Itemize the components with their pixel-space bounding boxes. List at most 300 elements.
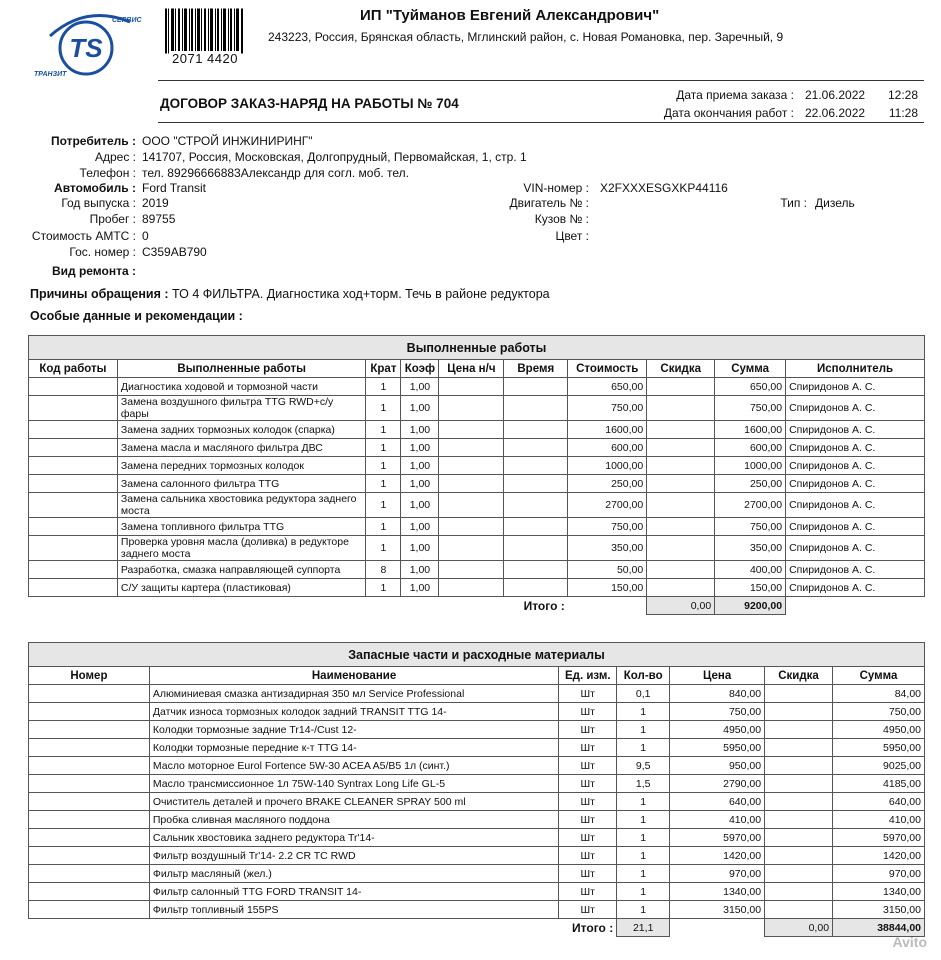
parts-row <box>29 685 925 703</box>
parts-row <box>29 739 925 757</box>
parts-cell-sum: 5970,00 <box>833 829 925 847</box>
works-row <box>29 378 925 396</box>
parts-cell-sum: 3150,00 <box>833 901 925 919</box>
works-row <box>29 439 925 457</box>
parts-cell-number <box>29 793 150 811</box>
works-cell-worker: Спиридонов А. С. <box>786 518 925 536</box>
parts-cell-qty: 1 <box>617 829 670 847</box>
works-cell-name: С/У защиты картера (пластиковая) <box>117 579 366 597</box>
special-label: Особые данные и рекомендации : <box>30 309 243 323</box>
works-cell-worker: Спиридонов А. С. <box>786 396 925 421</box>
parts-cell-price: 4950,00 <box>670 721 765 739</box>
works-cell-code <box>29 457 118 475</box>
address-label: Адрес : <box>94 150 136 164</box>
works-cell-sum: 2700,00 <box>715 493 786 518</box>
works-cell-time <box>504 518 568 536</box>
parts-cell-qty: 1 <box>617 721 670 739</box>
parts-cell-name: Алюминиевая смазка антизадирная 350 мл Service Professional <box>149 685 558 703</box>
works-cell-discount <box>647 421 715 439</box>
works-cell-time <box>504 493 568 518</box>
works-cell-discount <box>647 439 715 457</box>
cost: 0 <box>142 229 149 243</box>
works-cell-time <box>504 378 568 396</box>
parts-cell-name: Фильтр масляный (жел.) <box>149 865 558 883</box>
company-name: ИП "Туйманов Евгений Александрович" <box>360 7 660 24</box>
vin: X2FXXXESGXKP44116 <box>600 181 728 195</box>
works-cell-name: Замена воздушного фильтра TTG RWD+с/у фары <box>117 396 366 421</box>
phone: тел. 89296666883Александр для согл. моб. тел. <box>142 166 409 180</box>
works-col-name: Выполненные работы <box>117 360 366 378</box>
works-cell-sum: 250,00 <box>715 475 786 493</box>
parts-cell-number <box>29 829 150 847</box>
parts-cell-price: 950,00 <box>670 757 765 775</box>
works-cell-worker: Спиридонов А. С. <box>786 475 925 493</box>
works-cell-sum: 600,00 <box>715 439 786 457</box>
works-row <box>29 475 925 493</box>
avito-watermark: Avito <box>892 934 927 950</box>
barcode <box>163 6 245 56</box>
parts-cell-discount <box>765 703 833 721</box>
plate-label: Гос. номер : <box>69 245 136 259</box>
svg-text:СЕРВИС: СЕРВИС <box>112 17 142 24</box>
works-cell-krat: 1 <box>366 493 401 518</box>
parts-total-discount: 0,00 <box>765 919 833 937</box>
reasons-row <box>30 287 550 301</box>
works-cell-discount <box>647 457 715 475</box>
parts-total-label: Итого : <box>572 920 614 935</box>
parts-row <box>29 901 925 919</box>
color-label: Цвет : <box>555 229 589 243</box>
works-cell-time <box>504 561 568 579</box>
mileage: 89755 <box>142 212 176 226</box>
works-total-row <box>29 597 925 615</box>
works-cell-name: Замена задних тормозных колодок (спарка) <box>117 421 366 439</box>
works-col-koef: Коэф <box>401 360 439 378</box>
parts-cell-sum: 5950,00 <box>833 739 925 757</box>
parts-cell-discount <box>765 829 833 847</box>
works-cell-koef: 1,00 <box>401 439 439 457</box>
parts-cell-price: 5970,00 <box>670 829 765 847</box>
parts-row <box>29 883 925 901</box>
works-row <box>29 457 925 475</box>
works-cell-discount <box>647 396 715 421</box>
works-cell-code <box>29 536 118 561</box>
works-cell-name: Проверка уровня масла (доливка) в редукторе заднего моста <box>117 536 366 561</box>
parts-cell-discount <box>765 757 833 775</box>
works-col-discount: Скидка <box>647 360 715 378</box>
works-cell-discount <box>647 378 715 396</box>
works-total-label: Итого : <box>523 598 565 613</box>
parts-cell-price: 640,00 <box>670 793 765 811</box>
works-cell-code <box>29 561 118 579</box>
parts-row <box>29 757 925 775</box>
parts-cell-name: Масло моторное Eurol Fortence 5W-30 ACEA A5/B5 1л (синт.) <box>149 757 558 775</box>
works-cell-sum: 650,00 <box>715 378 786 396</box>
works-cell-koef: 1,00 <box>401 518 439 536</box>
works-cell-worker: Спиридонов А. С. <box>786 536 925 561</box>
works-cell-rate <box>439 475 504 493</box>
works-cell-koef: 1,00 <box>401 579 439 597</box>
works-row <box>29 396 925 421</box>
works-cell-name: Диагностика ходовой и тормозной части <box>117 378 366 396</box>
parts-cell-number <box>29 865 150 883</box>
parts-cell-unit: Шт <box>559 793 617 811</box>
consumer-label: Потребитель : <box>50 134 136 148</box>
parts-cell-price: 2790,00 <box>670 775 765 793</box>
parts-cell-number <box>29 721 150 739</box>
works-cell-cost: 600,00 <box>568 439 647 457</box>
works-cell-koef: 1,00 <box>401 493 439 518</box>
parts-cell-name: Фильтр салонный TTG FORD TRANSIT 14- <box>149 883 558 901</box>
works-cell-code <box>29 439 118 457</box>
body-label: Кузов № : <box>534 212 589 226</box>
works-cell-time <box>504 475 568 493</box>
parts-col-number: Номер <box>29 667 150 685</box>
parts-row <box>29 811 925 829</box>
works-cell-krat: 1 <box>366 421 401 439</box>
works-cell-cost: 150,00 <box>568 579 647 597</box>
parts-cell-sum: 750,00 <box>833 703 925 721</box>
parts-col-sum: Сумма <box>833 667 925 685</box>
works-cell-code <box>29 475 118 493</box>
works-cell-code <box>29 396 118 421</box>
works-col-worker: Исполнитель <box>786 360 925 378</box>
works-cell-name: Разработка, смазка направляющей суппорта <box>117 561 366 579</box>
works-col-time: Время <box>504 360 568 378</box>
works-cell-sum: 1000,00 <box>715 457 786 475</box>
works-cell-krat: 1 <box>366 378 401 396</box>
works-cell-sum: 1600,00 <box>715 421 786 439</box>
parts-cell-sum: 4950,00 <box>833 721 925 739</box>
works-cell-worker: Спиридонов А. С. <box>786 421 925 439</box>
contract-title: ДОГОВОР ЗАКАЗ-НАРЯД НА РАБОТЫ № 704 <box>160 96 459 111</box>
works-cell-worker: Спиридонов А. С. <box>786 493 925 518</box>
year: 2019 <box>142 196 169 210</box>
works-total-discount: 0,00 <box>647 597 715 615</box>
parts-cell-name: Фильтр топливный 155PS <box>149 901 558 919</box>
type-label: Тип : <box>780 196 807 210</box>
car-label: Автомобиль : <box>54 181 136 195</box>
works-cell-cost: 350,00 <box>568 536 647 561</box>
parts-cell-sum: 4185,00 <box>833 775 925 793</box>
works-section-title: Выполненные работы <box>29 336 925 360</box>
parts-cell-number <box>29 739 150 757</box>
works-row <box>29 493 925 518</box>
works-row <box>29 421 925 439</box>
parts-cell-unit: Шт <box>559 739 617 757</box>
works-cell-time <box>504 536 568 561</box>
parts-cell-unit: Шт <box>559 775 617 793</box>
parts-row <box>29 721 925 739</box>
date-finished: 22.06.2022 <box>805 106 866 120</box>
cost-label: Стоимость АМТС : <box>31 229 136 243</box>
parts-cell-discount <box>765 811 833 829</box>
parts-cell-qty: 0,1 <box>617 685 670 703</box>
reasons: ТО 4 ФИЛЬТРА. Диагностика ход+торм. Течь в районе редуктора <box>172 287 550 301</box>
works-total-sum: 9200,00 <box>715 597 786 615</box>
parts-cell-unit: Шт <box>559 703 617 721</box>
works-cell-krat: 1 <box>366 475 401 493</box>
parts-cell-unit: Шт <box>559 829 617 847</box>
works-cell-worker: Спиридонов А. С. <box>786 439 925 457</box>
works-col-rate: Цена н/ч <box>439 360 504 378</box>
parts-cell-sum: 9025,00 <box>833 757 925 775</box>
repair-type-label: Вид ремонта : <box>51 264 136 278</box>
parts-cell-sum: 84,00 <box>833 685 925 703</box>
vin-label: VIN-номер : <box>523 181 589 195</box>
parts-row <box>29 703 925 721</box>
works-cell-discount <box>647 536 715 561</box>
parts-cell-discount <box>765 883 833 901</box>
parts-cell-price: 970,00 <box>670 865 765 883</box>
parts-cell-price: 3150,00 <box>670 901 765 919</box>
works-cell-sum: 350,00 <box>715 536 786 561</box>
works-cell-discount <box>647 475 715 493</box>
time-received: 12:28 <box>887 88 918 102</box>
works-cell-code <box>29 421 118 439</box>
works-cell-cost: 1000,00 <box>568 457 647 475</box>
parts-cell-qty: 1 <box>617 847 670 865</box>
parts-total-qty: 21,1 <box>617 919 670 937</box>
works-cell-rate <box>439 421 504 439</box>
works-cell-koef: 1,00 <box>401 536 439 561</box>
parts-cell-qty: 1 <box>617 865 670 883</box>
parts-cell-name: Колодки тормозные задние Tr14-/Cust 12- <box>149 721 558 739</box>
works-cell-krat: 1 <box>366 457 401 475</box>
title-divider <box>158 122 924 123</box>
parts-cell-discount <box>765 721 833 739</box>
parts-cell-unit: Шт <box>559 865 617 883</box>
parts-cell-price: 1420,00 <box>670 847 765 865</box>
parts-cell-unit: Шт <box>559 847 617 865</box>
mileage-label: Пробег : <box>89 212 136 226</box>
works-cell-koef: 1,00 <box>401 457 439 475</box>
parts-cell-number <box>29 757 150 775</box>
barcode-number: 2071 4420 <box>172 51 238 66</box>
parts-cell-qty: 1 <box>617 883 670 901</box>
parts-cell-qty: 1 <box>617 901 670 919</box>
works-cell-discount <box>647 561 715 579</box>
parts-cell-discount <box>765 685 833 703</box>
works-col-cost: Стоимость <box>568 360 647 378</box>
parts-header-row <box>29 667 925 685</box>
works-cell-time <box>504 457 568 475</box>
parts-cell-name: Сальник хвостовика заднего редуктора Tr'14- <box>149 829 558 847</box>
parts-col-qty: Кол-во <box>617 667 670 685</box>
works-cell-cost: 50,00 <box>568 561 647 579</box>
consumer: ООО "СТРОЙ ИНЖИНИРИНГ" <box>142 134 313 148</box>
parts-cell-name: Датчик износа тормозных колодок задний TRANSIT TTG 14- <box>149 703 558 721</box>
works-cell-sum: 400,00 <box>715 561 786 579</box>
parts-col-discount: Скидка <box>765 667 833 685</box>
works-cell-code <box>29 579 118 597</box>
parts-cell-price: 410,00 <box>670 811 765 829</box>
parts-cell-number <box>29 703 150 721</box>
parts-row <box>29 865 925 883</box>
works-cell-krat: 1 <box>366 579 401 597</box>
reasons-label: Причины обращения : <box>30 287 169 301</box>
works-cell-rate <box>439 378 504 396</box>
works-cell-cost: 650,00 <box>568 378 647 396</box>
company-logo <box>30 6 142 82</box>
company-address: 243223, Россия, Брянская область, Мглинский район, с. Новая Романовка, пер. Заречный, 9 <box>268 30 784 44</box>
svg-text:TS: TS <box>69 33 103 63</box>
works-cell-rate <box>439 561 504 579</box>
header-divider <box>158 80 924 81</box>
parts-total-row <box>29 919 925 937</box>
works-cell-cost: 250,00 <box>568 475 647 493</box>
engine-label: Двигатель № : <box>509 196 589 210</box>
works-cell-discount <box>647 579 715 597</box>
parts-cell-unit: Шт <box>559 757 617 775</box>
parts-cell-qty: 1 <box>617 703 670 721</box>
works-cell-rate <box>439 518 504 536</box>
works-cell-krat: 1 <box>366 518 401 536</box>
works-cell-koef: 1,00 <box>401 396 439 421</box>
parts-cell-number <box>29 847 150 865</box>
works-cell-cost: 750,00 <box>568 396 647 421</box>
address: 141707, Россия, Московская, Долгопрудный, Первомайская, 1, стр. 1 <box>142 150 527 164</box>
works-cell-code <box>29 518 118 536</box>
works-col-krat: Крат <box>366 360 401 378</box>
parts-cell-discount <box>765 739 833 757</box>
car: Ford Transit <box>142 181 207 195</box>
parts-cell-price: 1340,00 <box>670 883 765 901</box>
works-cell-sum: 150,00 <box>715 579 786 597</box>
works-cell-time <box>504 421 568 439</box>
works-cell-name: Замена передних тормозных колодок <box>117 457 366 475</box>
works-cell-sum: 750,00 <box>715 518 786 536</box>
works-cell-name: Замена топливного фильтра TTG <box>117 518 366 536</box>
parts-cell-discount <box>765 847 833 865</box>
parts-cell-unit: Шт <box>559 685 617 703</box>
date-received: 21.06.2022 <box>805 88 866 102</box>
type: Дизель <box>815 196 855 210</box>
works-row <box>29 536 925 561</box>
parts-row <box>29 775 925 793</box>
parts-cell-number <box>29 901 150 919</box>
parts-cell-name: Очиститель деталей и прочего BRAKE CLEANER SPRAY 500 ml <box>149 793 558 811</box>
parts-cell-qty: 1 <box>617 811 670 829</box>
parts-col-unit: Ед. изм. <box>559 667 617 685</box>
plate: С359АВ790 <box>142 245 207 259</box>
works-cell-rate <box>439 579 504 597</box>
parts-col-name: Наименование <box>149 667 558 685</box>
works-cell-rate <box>439 536 504 561</box>
works-cell-time <box>504 439 568 457</box>
time-finished: 11:28 <box>888 106 918 120</box>
works-cell-discount <box>647 518 715 536</box>
parts-cell-qty: 9,5 <box>617 757 670 775</box>
parts-cell-sum: 970,00 <box>833 865 925 883</box>
parts-cell-sum: 410,00 <box>833 811 925 829</box>
works-cell-time <box>504 579 568 597</box>
works-cell-worker: Спиридонов А. С. <box>786 378 925 396</box>
works-cell-rate <box>439 439 504 457</box>
date-received-label: Дата приема заказа : <box>676 88 794 102</box>
parts-cell-name: Масло трансмиссионное 1л 75W-140 Syntrax Long Life GL-5 <box>149 775 558 793</box>
works-cell-krat: 8 <box>366 561 401 579</box>
parts-cell-qty: 1 <box>617 739 670 757</box>
works-row <box>29 561 925 579</box>
date-finished-label: Дата окончания работ : <box>663 106 794 120</box>
phone-label: Телефон : <box>79 166 136 180</box>
parts-cell-discount <box>765 901 833 919</box>
works-cell-cost: 2700,00 <box>568 493 647 518</box>
parts-cell-discount <box>765 775 833 793</box>
works-cell-worker: Спиридонов А. С. <box>786 457 925 475</box>
parts-cell-unit: Шт <box>559 811 617 829</box>
parts-cell-sum: 640,00 <box>833 793 925 811</box>
works-cell-koef: 1,00 <box>401 475 439 493</box>
works-cell-cost: 1600,00 <box>568 421 647 439</box>
customer-info <box>0 134 941 284</box>
works-cell-code <box>29 378 118 396</box>
works-cell-koef: 1,00 <box>401 561 439 579</box>
svg-text:ТРАНЗИТ: ТРАНЗИТ <box>34 71 67 78</box>
works-col-sum: Сумма <box>715 360 786 378</box>
works-cell-rate <box>439 457 504 475</box>
works-header-row <box>29 360 925 378</box>
works-cell-discount <box>647 493 715 518</box>
parts-table <box>28 642 925 937</box>
works-cell-code <box>29 493 118 518</box>
parts-cell-sum: 1340,00 <box>833 883 925 901</box>
parts-cell-unit: Шт <box>559 721 617 739</box>
works-cell-cost: 750,00 <box>568 518 647 536</box>
parts-cell-discount <box>765 865 833 883</box>
works-cell-rate <box>439 493 504 518</box>
works-cell-sum: 750,00 <box>715 396 786 421</box>
parts-cell-price: 840,00 <box>670 685 765 703</box>
parts-row <box>29 829 925 847</box>
works-cell-rate <box>439 396 504 421</box>
parts-cell-number <box>29 775 150 793</box>
works-cell-time <box>504 396 568 421</box>
parts-cell-number <box>29 811 150 829</box>
parts-cell-number <box>29 685 150 703</box>
parts-cell-price: 5950,00 <box>670 739 765 757</box>
works-row <box>29 518 925 536</box>
parts-row <box>29 793 925 811</box>
parts-total-sum: 38844,00 <box>833 919 925 937</box>
parts-cell-unit: Шт <box>559 901 617 919</box>
works-row <box>29 579 925 597</box>
works-cell-name: Замена масла и масляного фильтра ДВС <box>117 439 366 457</box>
parts-cell-name: Пробка сливная масляного поддона <box>149 811 558 829</box>
works-cell-name: Замена салонного фильтра TTG <box>117 475 366 493</box>
parts-cell-qty: 1,5 <box>617 775 670 793</box>
parts-cell-name: Колодки тормозные передние к-т TTG 14- <box>149 739 558 757</box>
parts-cell-qty: 1 <box>617 793 670 811</box>
works-cell-krat: 1 <box>366 439 401 457</box>
parts-cell-number <box>29 883 150 901</box>
parts-cell-name: Фильтр воздушный Tr'14- 2.2 CR TC RWD <box>149 847 558 865</box>
year-label: Год выпуска : <box>61 196 136 210</box>
works-table <box>28 335 925 615</box>
works-cell-worker: Спиридонов А. С. <box>786 561 925 579</box>
works-cell-name: Замена сальника хвостовика редуктора заднего моста <box>117 493 366 518</box>
parts-section-title: Запасные части и расходные материалы <box>29 643 925 667</box>
parts-cell-discount <box>765 793 833 811</box>
parts-cell-price: 750,00 <box>670 703 765 721</box>
works-cell-koef: 1,00 <box>401 378 439 396</box>
parts-cell-unit: Шт <box>559 883 617 901</box>
works-cell-krat: 1 <box>366 536 401 561</box>
parts-col-price: Цена <box>670 667 765 685</box>
works-col-code: Код работы <box>29 360 118 378</box>
works-cell-krat: 1 <box>366 396 401 421</box>
